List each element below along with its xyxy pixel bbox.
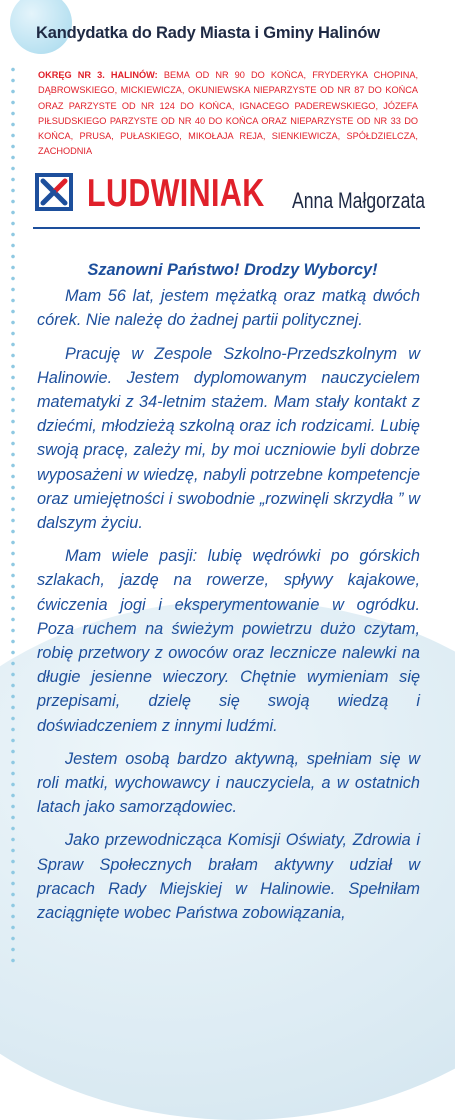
letter-paragraph: Jako przewodnicząca Komisji Oświaty, Zdrowia i Spraw Społecznych brałam aktywny udział w pracach Rady Miejskiej w Halinowie. Spełniłam zaciągnięte wobec Państwa zobowiązania, xyxy=(37,831,420,923)
district-info xyxy=(38,68,418,160)
letter-paragraph: Mam wiele pasji: lubię wędrówki po górskich szlakach, jazdę na rowerze, spływy kajakowe, ćwiczenia jogi i eksperymentowanie w ogródku. Poza ruchem na świeżym powietrzu dużo czytam, robię przetwory z owoców oraz lecznicze nalewki na długie jesienne wieczory. Chętnie wymieniam się przepisami, dzielę się swoją wiedzą i doświadczeniem z innymi ludźmi. xyxy=(37,547,420,735)
dotted-border xyxy=(10,64,16,964)
district-label: OKRĘG NR 3. HALINÓW: xyxy=(38,70,158,80)
letter-greeting: Szanowni Państwo! Drodzy Wyborcy! xyxy=(87,261,378,279)
candidate-name xyxy=(34,172,434,220)
x-in-box-icon xyxy=(34,172,74,212)
candidate-surname: LUDWINIAK xyxy=(87,172,265,215)
district-streets: BEMA OD NR 90 DO KOŃCA, FRYDERYKA CHOPINA, DĄBROWSKIEGO, MICKIEWICZA, OKUNIEWSKA NIEPARZYSTE OD NR 87 DO KOŃCA ORAZ PARZYSTE OD NR 124 DO KOŃCA, IGNACEGO PADEREWSKIEGO, JÓZEFA PIŁSUDSKIEGO PARZYSTE OD NR 40 DO KOŃCA ORAZ NIEPARZYSTE OD NR 33 DO KOŃCA, PRUSA, PUŁASKIEGO, MIKOŁAJA REJA, SIENKIEWICZA, SPÓŁDZIELCZA, ZACHODNIA xyxy=(38,70,419,157)
page-title: Kandydatka do Rady Miasta i Gminy Halinów xyxy=(36,24,380,42)
letter-paragraph: Mam 56 lat, jestem mężatką oraz matką dwóch córek. Nie należę do żadnej partii politycznej. xyxy=(37,287,420,330)
candidate-first-names: Anna Małgorzata xyxy=(292,188,426,213)
letter-body xyxy=(37,258,420,934)
divider-line xyxy=(33,227,420,229)
letter-paragraph: Pracuję w Zespole Szkolno-Przedszkolnym w Halinowie. Jestem dyplomowanym nauczycielem matematyki z 34-letnim stażem. Mam stały kontakt z dziećmi, młodzieżą szkolną oraz ich rodzicami. Lubię swoją pracę, zależy mi, by moi uczniowie byli dobrze wyposażeni w wiedzę, nabyli potrzebne kompetencje oraz umiejętności i swobodnie „rozwinęli skrzydła ” w dalszym życiu. xyxy=(37,344,420,533)
letter-paragraph: Jestem osobą bardzo aktywną, spełniam się w roli matki, wychowawcy i nauczyciela, a w ostatnich latach jako samorządowiec. xyxy=(37,749,420,817)
